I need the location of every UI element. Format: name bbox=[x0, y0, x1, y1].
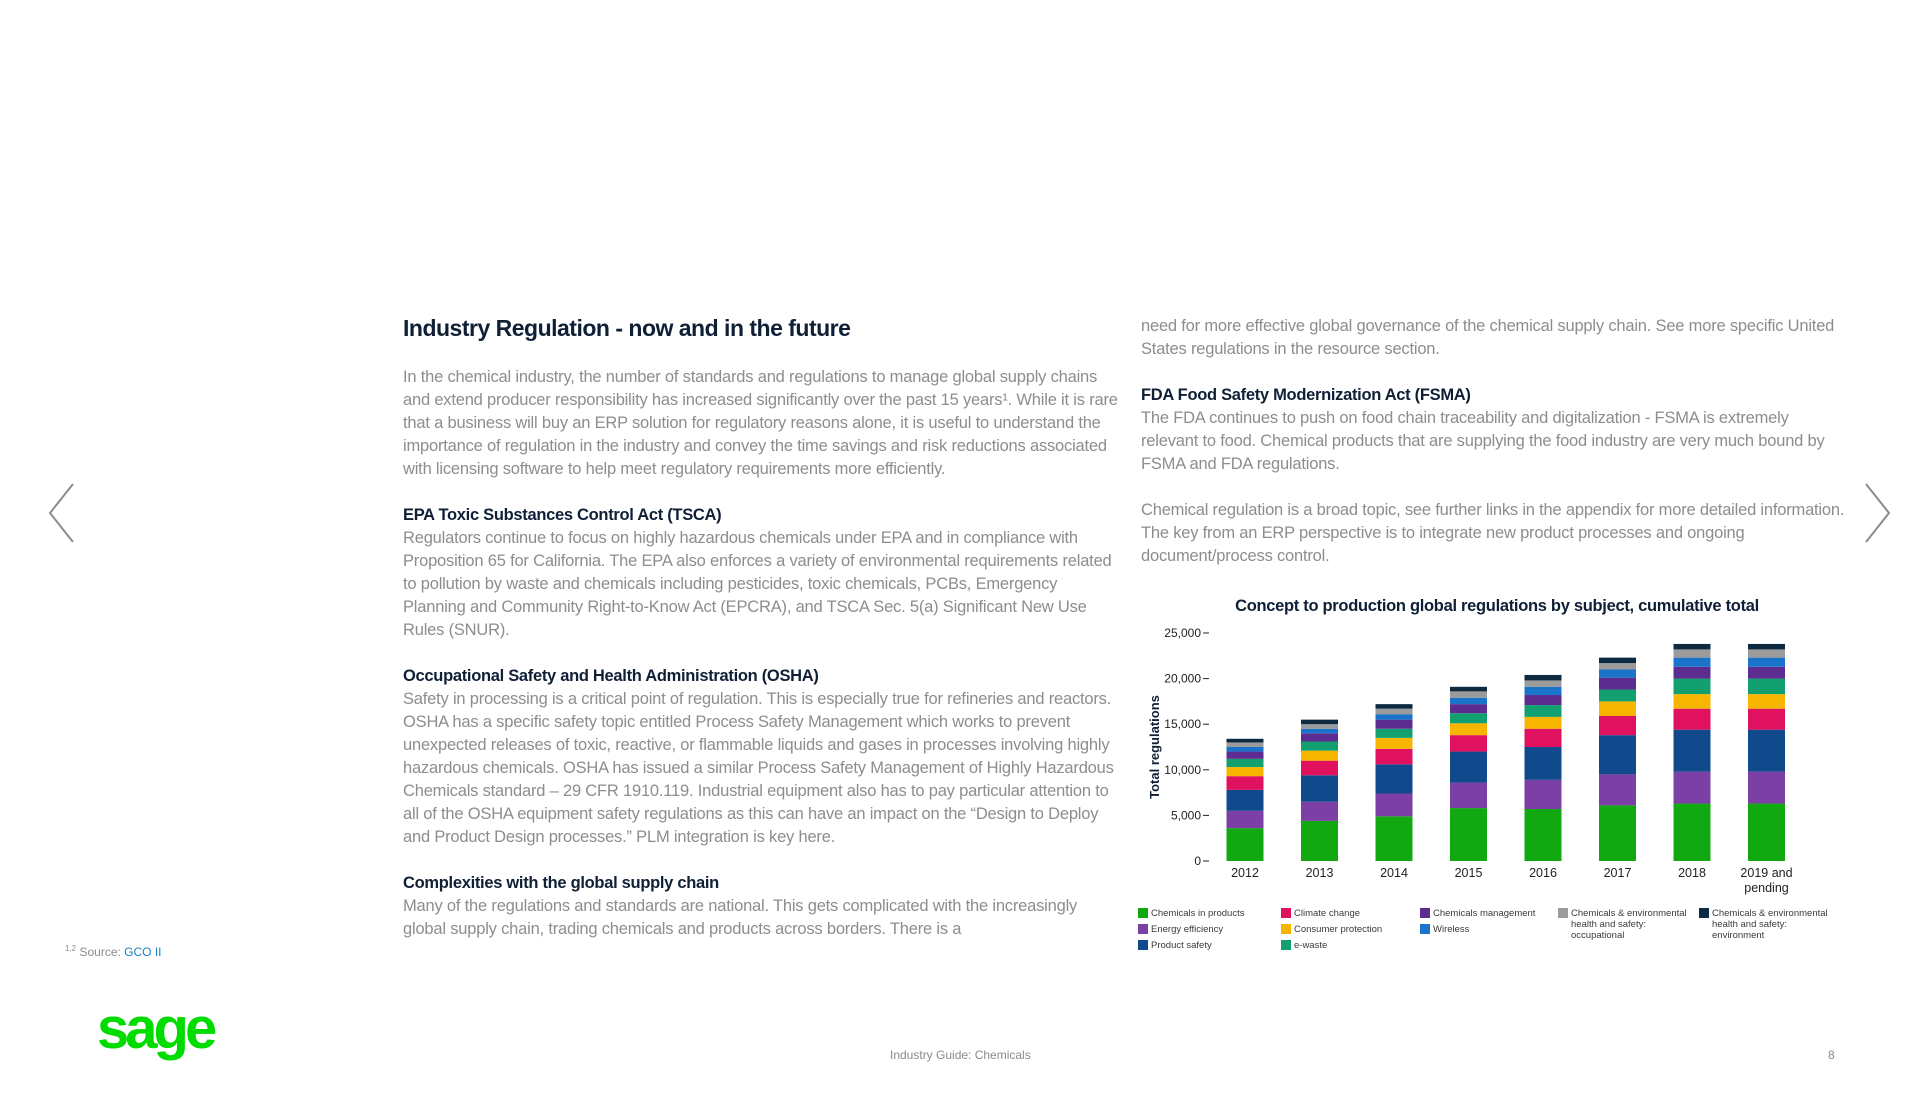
legend-label: Consumer protection bbox=[1294, 924, 1383, 935]
section-heading-osha: Occupational Safety and Health Administration (OSHA) bbox=[403, 667, 819, 685]
bar-segment-chemicals-environmental-health-and-safety-environment bbox=[1748, 644, 1785, 649]
bar-segment-e-waste bbox=[1227, 759, 1264, 767]
bar-segment-product-safety bbox=[1748, 730, 1785, 772]
section-body-tsca: Regulators continue to focus on highly hazardous chemicals under EPA and in compliance with Proposition 65 for California. The EPA also enforces a variety of environmental requirements related to pollution by waste and chemicals including pesticides, toxic chemicals, PCBs, Emergency Planning and Community Right-to-Know Act (EPCRA), and TSCA Sec. 5(a) Significant New Use Rules (SNUR). bbox=[403, 529, 1112, 639]
section-heading-supply-chain: Complexities with the global supply chain bbox=[403, 874, 719, 892]
bar-segment-product-safety bbox=[1376, 764, 1413, 793]
bar-segment-chemicals-environmental-health-and-safety-environment bbox=[1450, 687, 1487, 692]
legend-item bbox=[1281, 940, 1416, 951]
source-label: Source: bbox=[79, 945, 121, 959]
bar-segment-chemicals-in-products bbox=[1748, 804, 1785, 861]
bar-segment-e-waste bbox=[1301, 742, 1338, 751]
bar-segment-e-waste bbox=[1748, 679, 1785, 695]
page-title: Industry Regulation - now and in the future bbox=[403, 315, 851, 341]
legend-item bbox=[1699, 908, 1834, 941]
bar-segment-energy-efficiency bbox=[1674, 772, 1711, 804]
bar-segment-chemicals-management bbox=[1525, 695, 1562, 705]
bar-segment-consumer-protection bbox=[1748, 694, 1785, 709]
bar-segment-chemicals-environmental-health-and-safety-environment bbox=[1376, 704, 1413, 709]
bar-segment-chemicals-in-products bbox=[1301, 821, 1338, 861]
legend-label: Product safety bbox=[1151, 940, 1212, 951]
bar-segment-energy-efficiency bbox=[1450, 783, 1487, 809]
legend-swatch bbox=[1558, 908, 1568, 918]
bar-segment-energy-efficiency bbox=[1525, 780, 1562, 809]
legend-label: e-waste bbox=[1294, 940, 1328, 951]
bar-segment-product-safety bbox=[1599, 735, 1636, 774]
chart-plot bbox=[1137, 623, 1857, 933]
bar-segment-chemicals-environmental-health-and-safety-occupational bbox=[1301, 724, 1338, 729]
legend-swatch bbox=[1138, 908, 1148, 918]
bar-segment-climate-change bbox=[1227, 776, 1264, 790]
x-tick-label: 2018 bbox=[1678, 866, 1706, 880]
legend-label: Chemicals & environmental health and safety: environment bbox=[1712, 908, 1828, 941]
bar-segment-chemicals-environmental-health-and-safety-occupational bbox=[1748, 649, 1785, 657]
section-heading-fsma: FDA Food Safety Modernization Act (FSMA) bbox=[1141, 386, 1471, 404]
source-link[interactable]: GCO II bbox=[124, 945, 162, 959]
bar-segment-climate-change bbox=[1525, 729, 1562, 747]
x-tick-label: 2017 bbox=[1603, 866, 1632, 880]
bar-segment-chemicals-environmental-health-and-safety-environment bbox=[1227, 739, 1264, 743]
bar-segment-climate-change bbox=[1599, 716, 1636, 735]
bar-segment-e-waste bbox=[1599, 690, 1636, 702]
legend-item bbox=[1138, 908, 1276, 919]
y-tick-label: 0 bbox=[1194, 854, 1201, 868]
bar-segment-chemicals-environmental-health-and-safety-occupational bbox=[1599, 663, 1636, 669]
bar-segment-e-waste bbox=[1376, 729, 1413, 738]
bar-segment-chemicals-in-products bbox=[1674, 804, 1711, 861]
bar-segment-wireless bbox=[1674, 658, 1711, 667]
bar-segment-wireless bbox=[1748, 658, 1785, 667]
x-tick-label: 2012 bbox=[1231, 866, 1259, 880]
x-tick-label: 2014 bbox=[1380, 866, 1408, 880]
legend-item bbox=[1138, 940, 1276, 951]
x-tick-label: 2016 bbox=[1529, 866, 1557, 880]
bar-segment-consumer-protection bbox=[1450, 723, 1487, 735]
continuation-paragraph: need for more effective global governance of the chemical supply chain. See more specific United States regulations in the resource section. bbox=[1141, 317, 1835, 358]
bar-segment-chemicals-management bbox=[1450, 704, 1487, 713]
legend-item bbox=[1420, 924, 1555, 935]
y-tick-label: 15,000 bbox=[1164, 717, 1201, 732]
closing-paragraph: Chemical regulation is a broad topic, see further links in the appendix for more detailed information. The key from an ERP perspective is to integrate new product processes and ongoing document/process control. bbox=[1141, 501, 1845, 565]
bar-segment-energy-efficiency bbox=[1599, 774, 1636, 805]
legend-item bbox=[1420, 908, 1555, 919]
legend-swatch bbox=[1281, 908, 1291, 918]
legend-swatch bbox=[1281, 924, 1291, 934]
bar-segment-product-safety bbox=[1450, 752, 1487, 783]
bar-segment-chemicals-in-products bbox=[1450, 808, 1487, 861]
bar-segment-climate-change bbox=[1450, 735, 1487, 751]
bar-segment-wireless bbox=[1227, 747, 1264, 752]
page-number: 8 bbox=[1828, 1048, 1835, 1062]
bar-segment-climate-change bbox=[1748, 709, 1785, 730]
intro-paragraph: In the chemical industry, the number of standards and regulations to manage global supply chains and extend producer responsibility has increased significantly over the past 15 years¹. While it is rare that a business will buy an ERP solution for regulatory reasons alone, it is useful to understand the importance of regulation in the industry and convey the time savings and risk reductions associated with licensing software to help meet regulatory requirements more efficiently. bbox=[403, 368, 1118, 478]
bar-segment-climate-change bbox=[1376, 749, 1413, 765]
bar-segment-chemicals-environmental-health-and-safety-occupational bbox=[1674, 649, 1711, 657]
bar-segment-product-safety bbox=[1674, 730, 1711, 772]
bar-segment-chemicals-environmental-health-and-safety-occupational bbox=[1525, 680, 1562, 686]
bar-segment-chemicals-environmental-health-and-safety-occupational bbox=[1450, 691, 1487, 697]
chart-title: Concept to production global regulations by subject, cumulative total bbox=[1235, 597, 1759, 615]
bar-segment-consumer-protection bbox=[1599, 701, 1636, 716]
legend-item bbox=[1558, 908, 1693, 941]
bar-segment-consumer-protection bbox=[1525, 717, 1562, 729]
chevron-left-icon bbox=[47, 482, 77, 544]
legend-swatch bbox=[1281, 940, 1291, 950]
bar-segment-wireless bbox=[1301, 729, 1338, 734]
bar-segment-chemicals-environmental-health-and-safety-environment bbox=[1599, 658, 1636, 663]
bar-segment-consumer-protection bbox=[1376, 738, 1413, 749]
bar-segment-energy-efficiency bbox=[1227, 811, 1264, 828]
section-body-fsma: The FDA continues to push on food chain traceability and digitalization - FSMA is extremely relevant to food. Chemical products that are supplying the food industry are very much bound by FSMA and FDA regulations. bbox=[1141, 409, 1825, 473]
bar-segment-chemicals-management bbox=[1301, 733, 1338, 741]
bar-segment-chemicals-in-products bbox=[1599, 805, 1636, 861]
legend-label: Chemicals & environmental health and safety: occupational bbox=[1571, 908, 1687, 941]
bar-segment-wireless bbox=[1525, 687, 1562, 695]
legend-label: Chemicals management bbox=[1433, 908, 1536, 919]
bar-segment-chemicals-management bbox=[1748, 667, 1785, 679]
legend-item bbox=[1281, 924, 1416, 935]
bar-segment-consumer-protection bbox=[1227, 767, 1264, 776]
bar-segment-chemicals-environmental-health-and-safety-occupational bbox=[1376, 709, 1413, 714]
bar-segment-chemicals-in-products bbox=[1525, 809, 1562, 861]
bar-segment-wireless bbox=[1450, 698, 1487, 704]
legend-label: Climate change bbox=[1294, 908, 1361, 919]
footer-guide-title: Industry Guide: Chemicals bbox=[890, 1048, 1031, 1062]
sage-logo: sage bbox=[97, 996, 214, 1061]
source-note bbox=[65, 944, 162, 959]
bar-segment-climate-change bbox=[1674, 709, 1711, 730]
bar-segment-e-waste bbox=[1525, 705, 1562, 717]
bar-segment-chemicals-in-products bbox=[1376, 816, 1413, 861]
bar-segment-product-safety bbox=[1301, 775, 1338, 801]
legend-label: Chemicals in products bbox=[1151, 908, 1245, 919]
bar-segment-chemicals-management bbox=[1599, 678, 1636, 690]
bar-segment-wireless bbox=[1599, 669, 1636, 677]
x-tick-label: 2013 bbox=[1305, 866, 1334, 880]
x-tick-label: 2019 and pending bbox=[1740, 866, 1793, 895]
y-tick-label: 25,000 bbox=[1164, 626, 1201, 640]
previous-page-button[interactable] bbox=[47, 482, 77, 544]
bar-segment-chemicals-environmental-health-and-safety-environment bbox=[1525, 675, 1562, 680]
section-heading-tsca: EPA Toxic Substances Control Act (TSCA) bbox=[403, 506, 722, 524]
left-column bbox=[403, 312, 1118, 941]
bar-segment-energy-efficiency bbox=[1748, 772, 1785, 804]
y-tick-label: 10,000 bbox=[1164, 762, 1201, 777]
bar-segment-product-safety bbox=[1525, 747, 1562, 780]
section-body-osha: Safety in processing is a critical point of regulation. This is especially true for refineries and reactors. OSHA has a specific safety topic entitled Process Safety Management which works to prevent unexpected releases of toxic, reactive, or flammable liquids and gases in processes involving highly hazardous chemicals. OSHA has issued a similar Process Safety Management of Highly Hazardous Chemicals standard – 29 CFR 1910.119. Industrial equipment also has to pay particular attention to all of the OSHA equipment safety regulations as this can have an impact on the “Design to Deploy and Product Design processes.” PLM integration is key here. bbox=[403, 690, 1114, 846]
bar-segment-chemicals-environmental-health-and-safety-occupational bbox=[1227, 742, 1264, 747]
legend-item bbox=[1138, 924, 1276, 935]
bar-segment-wireless bbox=[1376, 714, 1413, 719]
legend-label: Wireless bbox=[1433, 924, 1470, 935]
chart-legend bbox=[1138, 908, 1858, 958]
bar-segment-chemicals-management bbox=[1376, 720, 1413, 729]
bar-segment-energy-efficiency bbox=[1376, 794, 1413, 817]
bar-segment-chemicals-in-products bbox=[1227, 828, 1264, 861]
bar-segment-energy-efficiency bbox=[1301, 802, 1338, 821]
bar-segment-product-safety bbox=[1227, 790, 1264, 811]
bar-segment-chemicals-management bbox=[1227, 752, 1264, 759]
bar-segment-chemicals-environmental-health-and-safety-environment bbox=[1674, 644, 1711, 649]
legend-swatch bbox=[1138, 940, 1148, 950]
legend-item bbox=[1281, 908, 1416, 919]
chevron-right-icon bbox=[1862, 482, 1892, 544]
legend-label: Energy efficiency bbox=[1151, 924, 1224, 935]
section-body-supply-chain: Many of the regulations and standards are national. This gets complicated with the increasingly global supply chain, trading chemicals and products across borders. There is a bbox=[403, 897, 1078, 938]
next-page-button[interactable] bbox=[1862, 482, 1892, 544]
y-axis-label: Total regulations bbox=[1147, 695, 1162, 799]
bar-segment-e-waste bbox=[1450, 713, 1487, 723]
legend-swatch bbox=[1138, 924, 1148, 934]
y-tick-label: 5,000 bbox=[1170, 808, 1201, 823]
right-column bbox=[1141, 315, 1849, 568]
x-tick-label: 2015 bbox=[1454, 866, 1483, 880]
legend-swatch bbox=[1420, 924, 1430, 934]
legend-swatch bbox=[1420, 908, 1430, 918]
bar-segment-e-waste bbox=[1674, 679, 1711, 695]
y-tick-label: 20,000 bbox=[1164, 671, 1201, 686]
bar-segment-climate-change bbox=[1301, 761, 1338, 776]
source-superscript: 1,2 bbox=[65, 944, 77, 953]
bar-segment-consumer-protection bbox=[1674, 694, 1711, 709]
legend-swatch bbox=[1699, 908, 1709, 918]
bar-segment-chemicals-environmental-health-and-safety-environment bbox=[1301, 720, 1338, 725]
bar-segment-consumer-protection bbox=[1301, 751, 1338, 761]
bar-segment-chemicals-management bbox=[1674, 667, 1711, 679]
